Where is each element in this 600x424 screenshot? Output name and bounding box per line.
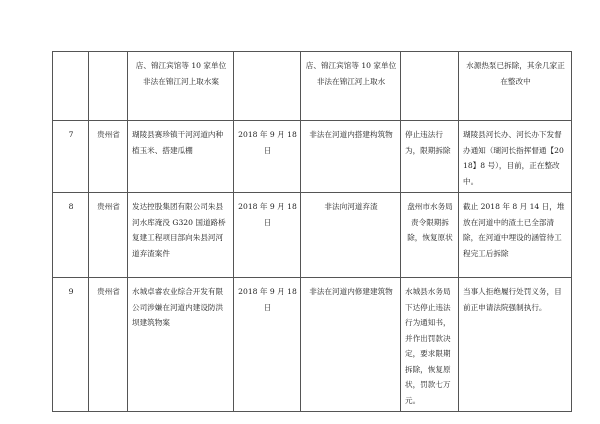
cell-province: 贵州省 [89, 278, 128, 412]
cell-issue: 非法向河道弃渣 [301, 193, 401, 278]
table-row [53, 52, 572, 121]
cell-no: 9 [53, 278, 89, 412]
cell-issue: 店、锦江宾馆等 10 家单位非法在锦江河上取水 [301, 52, 401, 121]
cell-province [89, 52, 128, 121]
cell-result: 瑚陵县河长办、河长办下发督办通知（瑚河长指挥督通【2018】8 号），目前，正在整改中。 [459, 121, 572, 193]
cell-entity: 发达控股集团有限公司朱县河水库淹没 G320 国道路桥复建工程项目部向朱县河河道弃渣案件 [128, 193, 234, 278]
cell-date: 2018 年 9 月 18 日 [234, 121, 301, 193]
cell-action: 水城县水务局下达停止违法行为通知书，并作出罚款决定，要求限期拆除，恢复原状，罚款七万元。 [401, 278, 459, 412]
table-row [53, 278, 572, 412]
case-table [52, 51, 572, 412]
cell-issue: 非法在河道内搭建构筑物 [301, 121, 401, 193]
cell-action [401, 52, 459, 121]
cell-no [53, 52, 89, 121]
cell-no: 7 [53, 121, 89, 193]
cell-action: 盘州市水务局责令限期拆除，恢复原状 [401, 193, 459, 278]
cell-date: 2018 年 9 月 18 日 [234, 193, 301, 278]
cell-no: 8 [53, 193, 89, 278]
cell-entity: 水城卓睿农业综合开发有限公司涉嫌在河道内建设防洪坝建筑物案 [128, 278, 234, 412]
table-row [53, 121, 572, 193]
cell-result: 水源热泵已拆除，其余几家正在整改中 [459, 52, 572, 121]
cell-entity: 店、锦江宾馆等 10 家单位非法在锦江河上取水案 [128, 52, 234, 121]
cell-date [234, 52, 301, 121]
cell-entity: 瑚陵县赛珍镇干河河道内种植玉米、搭建瓜棚 [128, 121, 234, 193]
cell-result: 当事人拒绝履行处罚义务，目前正申请法院强制执行。 [459, 278, 572, 412]
cell-date: 2018 年 9 月 18 日 [234, 278, 301, 412]
cell-province: 贵州省 [89, 193, 128, 278]
table-row [53, 193, 572, 278]
cell-issue: 非法在河道内修建建筑物 [301, 278, 401, 412]
cell-province: 贵州省 [89, 121, 128, 193]
cell-action: 停止违法行为，限期拆除 [401, 121, 459, 193]
cell-result: 截止 2018 年 8 月 14 日，堆放在河道中的渣土已全部清除，在河道中埋设的涵管待工程完工后拆除 [459, 193, 572, 278]
